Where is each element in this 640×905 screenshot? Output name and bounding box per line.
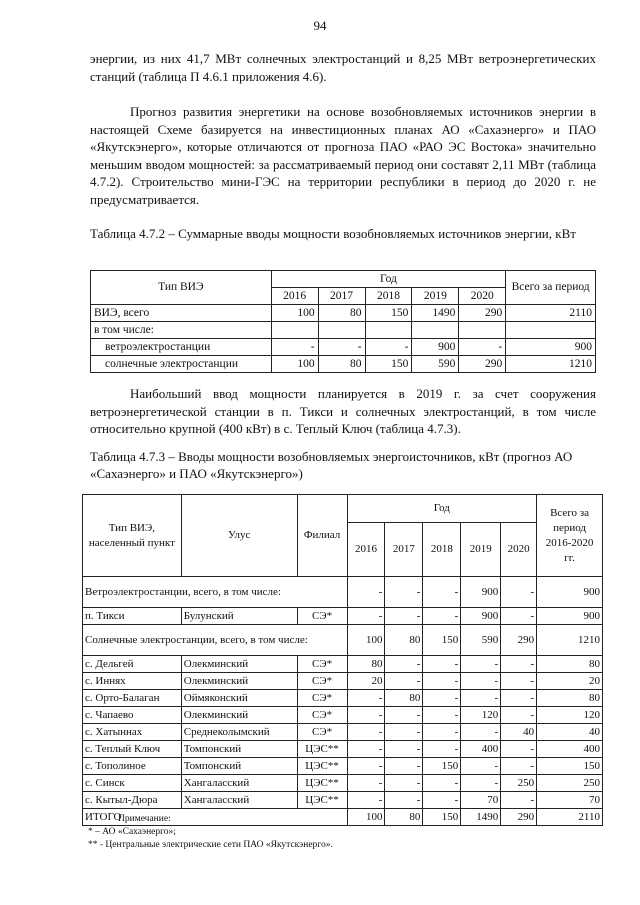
value-cell: 70	[461, 792, 501, 809]
table-row	[83, 673, 603, 690]
year-header-2017: 2017	[318, 288, 365, 305]
row-ulus: Олекминский	[181, 656, 297, 673]
value-cell: 590	[461, 625, 501, 656]
value-cell: 400	[461, 741, 501, 758]
col-header-type: Тип ВИЭ	[91, 271, 272, 305]
paragraph-3: Наибольший ввод мощности планируется в 2019 г. за счет сооружения ветроэнергетической станции в п. Тикси и солнечных электростанций, в том числе относительно крупной (400 кВт) в с. Теплый Ключ (таблица 4.7.3).	[90, 386, 596, 436]
table-row	[83, 792, 603, 809]
year-header-2019: 2019	[461, 523, 501, 577]
row-ulus: Оймяконский	[181, 690, 297, 707]
total-cell: 400	[537, 741, 603, 758]
note-1: * – АО «Сахаэнерго»;	[88, 827, 176, 837]
value-cell: -	[501, 656, 537, 673]
value-cell: 150	[365, 356, 412, 373]
value-cell: -	[347, 707, 385, 724]
table-row	[83, 758, 603, 775]
table-row	[83, 707, 603, 724]
row-name: с. Тополиное	[83, 758, 182, 775]
col-header-total: Всего за период	[506, 271, 596, 305]
value-cell	[412, 322, 459, 339]
value-cell: -	[385, 758, 423, 775]
value-cell: -	[347, 741, 385, 758]
value-cell: -	[461, 656, 501, 673]
solar-group-row	[83, 625, 603, 656]
row-filial: ЦЭС**	[297, 792, 347, 809]
paragraph-1: энергии, из них 41,7 МВт солнечных электростанций и 8,25 МВт ветроэнергетических станций (таблица П 4.6.1 приложения 4.6).	[90, 51, 596, 84]
total-cell: 40	[537, 724, 603, 741]
col-header-type: Тип ВИЭ, населенный пункт	[83, 495, 182, 577]
row-name: с. Дельгей	[83, 656, 182, 673]
row-name: с. Иннях	[83, 673, 182, 690]
row-label: ветроэлектростанции	[91, 339, 272, 356]
value-cell: 150	[365, 305, 412, 322]
row-ulus: Среднеколымский	[181, 724, 297, 741]
value-cell: -	[501, 792, 537, 809]
value-cell: -	[318, 339, 365, 356]
row-filial: ЦЭС**	[297, 758, 347, 775]
value-cell: -	[385, 673, 423, 690]
total-cell: 150	[537, 758, 603, 775]
value-cell: -	[347, 724, 385, 741]
total-cell: 1210	[506, 356, 596, 373]
total-cell: 1210	[537, 625, 603, 656]
row-name: с. Чапаево	[83, 707, 182, 724]
row-name: с. Орто-Балаган	[83, 690, 182, 707]
year-header-2020: 2020	[501, 523, 537, 577]
value-cell: -	[461, 673, 501, 690]
row-name: с. Теплый Ключ	[83, 741, 182, 758]
row-ulus: Булунский	[181, 608, 297, 625]
total-cell: 80	[537, 656, 603, 673]
col-header-total: Всего за период 2016-2020 гг.	[537, 495, 603, 577]
table2-caption: Таблица 4.7.3 – Вводы мощности возобновляемых энергоисточников, кВт (прогноз АО «Сахаэнерго» и ПАО «Якутскэнерго»)	[90, 449, 573, 481]
value-cell: -	[385, 741, 423, 758]
value-cell: 100	[347, 809, 385, 826]
value-cell: 250	[501, 775, 537, 792]
value-cell: -	[385, 608, 423, 625]
note-2: ** - Центральные электрические сети ПАО «Якутскэнерго».	[88, 840, 333, 850]
value-cell: 150	[423, 809, 461, 826]
table-row	[83, 608, 603, 625]
value-cell: -	[423, 608, 461, 625]
row-filial: СЭ*	[297, 656, 347, 673]
value-cell: -	[501, 758, 537, 775]
total-cell: 250	[537, 775, 603, 792]
total-cell: 80	[537, 690, 603, 707]
value-cell: -	[461, 724, 501, 741]
value-cell: -	[423, 577, 461, 608]
table-row	[83, 724, 603, 741]
table1-caption: Таблица 4.7.2 – Суммарные вводы мощности возобновляемых источников энергии, кВт	[90, 226, 576, 241]
year-header-2020: 2020	[459, 288, 506, 305]
total-cell: 2110	[537, 809, 603, 826]
total-cell: 900	[537, 577, 603, 608]
table-4-7-3	[82, 494, 603, 826]
value-cell: 1490	[461, 809, 501, 826]
page-number: 94	[313, 18, 327, 33]
value-cell: -	[423, 707, 461, 724]
value-cell: -	[423, 775, 461, 792]
value-cell: -	[365, 339, 412, 356]
row-ulus: Олекминский	[181, 673, 297, 690]
total-cell: 70	[537, 792, 603, 809]
value-cell: 80	[318, 356, 365, 373]
total-row-label: ИТОГО	[83, 809, 348, 826]
value-cell: -	[347, 775, 385, 792]
value-cell: -	[461, 758, 501, 775]
value-cell: 120	[461, 707, 501, 724]
value-cell: -	[271, 339, 318, 356]
value-cell: 100	[271, 356, 318, 373]
row-name: с. Хатыннах	[83, 724, 182, 741]
table-row	[83, 656, 603, 673]
value-cell: -	[423, 656, 461, 673]
year-header-2017: 2017	[385, 523, 423, 577]
value-cell: 290	[501, 809, 537, 826]
value-cell: 40	[501, 724, 537, 741]
value-cell: -	[423, 741, 461, 758]
value-cell: -	[501, 608, 537, 625]
value-cell: 80	[385, 690, 423, 707]
year-header-2016: 2016	[271, 288, 318, 305]
table-row	[91, 322, 596, 339]
value-cell: 100	[347, 625, 385, 656]
value-cell	[318, 322, 365, 339]
year-header-2018: 2018	[365, 288, 412, 305]
value-cell: -	[347, 608, 385, 625]
wind-group-row	[83, 577, 603, 608]
value-cell: 100	[271, 305, 318, 322]
row-filial: СЭ*	[297, 707, 347, 724]
value-cell: 150	[423, 758, 461, 775]
row-filial: СЭ*	[297, 724, 347, 741]
row-filial: СЭ*	[297, 608, 347, 625]
value-cell	[271, 322, 318, 339]
row-name: п. Тикси	[83, 608, 182, 625]
total-cell: 20	[537, 673, 603, 690]
notes-title: Примечание:	[118, 814, 171, 824]
col-header-year: Год	[271, 271, 506, 288]
row-filial: ЦЭС**	[297, 775, 347, 792]
row-ulus: Олекминский	[181, 707, 297, 724]
value-cell: -	[423, 673, 461, 690]
value-cell: 80	[385, 809, 423, 826]
solar-group-row-label: Солнечные электростанции, всего, в том числе:	[83, 625, 348, 656]
total-cell: 2110	[506, 305, 596, 322]
value-cell: 150	[423, 625, 461, 656]
row-filial: СЭ*	[297, 690, 347, 707]
table-row	[91, 356, 596, 373]
paragraph-2: Прогноз развития энергетики на основе возобновляемых источников энергии в настоящей Схеме базируется на инвестиционных планах АО «Сахаэнерго» и ПАО «Якутскэнерго», которые отличаются от прогноза ПАО «РАО ЭС Востока» значительно меньшим вводом мощностей: за рассматриваемый период они составят 2,11 МВт (таблица 4.7.2). Строительство мини-ГЭС на территории республики в период до 2020 г. не предусматривается.	[90, 104, 596, 207]
value-cell: 900	[461, 577, 501, 608]
value-cell: -	[501, 707, 537, 724]
value-cell: -	[501, 673, 537, 690]
value-cell: 80	[385, 625, 423, 656]
year-header-2016: 2016	[347, 523, 385, 577]
value-cell: 20	[347, 673, 385, 690]
row-ulus: Хангаласский	[181, 775, 297, 792]
value-cell: 1490	[412, 305, 459, 322]
value-cell: -	[461, 775, 501, 792]
row-label: солнечные электростанции	[91, 356, 272, 373]
value-cell: -	[461, 690, 501, 707]
total-cell: 120	[537, 707, 603, 724]
row-label: в том числе:	[91, 322, 272, 339]
row-ulus: Хангаласский	[181, 792, 297, 809]
row-filial: СЭ*	[297, 673, 347, 690]
value-cell: 290	[459, 305, 506, 322]
value-cell: -	[385, 792, 423, 809]
value-cell: -	[459, 339, 506, 356]
table-row	[83, 690, 603, 707]
value-cell: -	[347, 758, 385, 775]
value-cell: -	[385, 656, 423, 673]
value-cell: -	[385, 775, 423, 792]
value-cell: -	[385, 577, 423, 608]
value-cell	[365, 322, 412, 339]
value-cell: -	[423, 724, 461, 741]
col-header-filial: Филиал	[297, 495, 347, 577]
value-cell: 290	[459, 356, 506, 373]
table-row	[91, 305, 596, 322]
value-cell: -	[347, 690, 385, 707]
row-name: с. Кытыл-Дюра	[83, 792, 182, 809]
value-cell: -	[347, 792, 385, 809]
row-filial: ЦЭС**	[297, 741, 347, 758]
value-cell: 590	[412, 356, 459, 373]
value-cell: 80	[318, 305, 365, 322]
value-cell: -	[423, 690, 461, 707]
table-row	[83, 775, 603, 792]
value-cell: 80	[347, 656, 385, 673]
total-cell: 900	[537, 608, 603, 625]
col-header-year: Год	[347, 495, 537, 523]
table-row	[83, 741, 603, 758]
total-cell	[506, 322, 596, 339]
year-header-2019: 2019	[412, 288, 459, 305]
value-cell: -	[501, 741, 537, 758]
col-header-ulus: Улус	[181, 495, 297, 577]
table-4-7-2	[90, 270, 596, 373]
value-cell: -	[423, 792, 461, 809]
value-cell: -	[385, 724, 423, 741]
value-cell: -	[385, 707, 423, 724]
row-ulus: Томпонский	[181, 741, 297, 758]
value-cell: -	[501, 577, 537, 608]
value-cell: -	[501, 690, 537, 707]
total-cell: 900	[506, 339, 596, 356]
value-cell: 900	[461, 608, 501, 625]
row-label: ВИЭ, всего	[91, 305, 272, 322]
value-cell: 900	[412, 339, 459, 356]
value-cell: 290	[501, 625, 537, 656]
wind-group-row-label: Ветроэлектростанции, всего, в том числе:	[83, 577, 348, 608]
table-row	[91, 339, 596, 356]
row-name: с. Синск	[83, 775, 182, 792]
value-cell: -	[347, 577, 385, 608]
row-ulus: Томпонский	[181, 758, 297, 775]
value-cell	[459, 322, 506, 339]
year-header-2018: 2018	[423, 523, 461, 577]
